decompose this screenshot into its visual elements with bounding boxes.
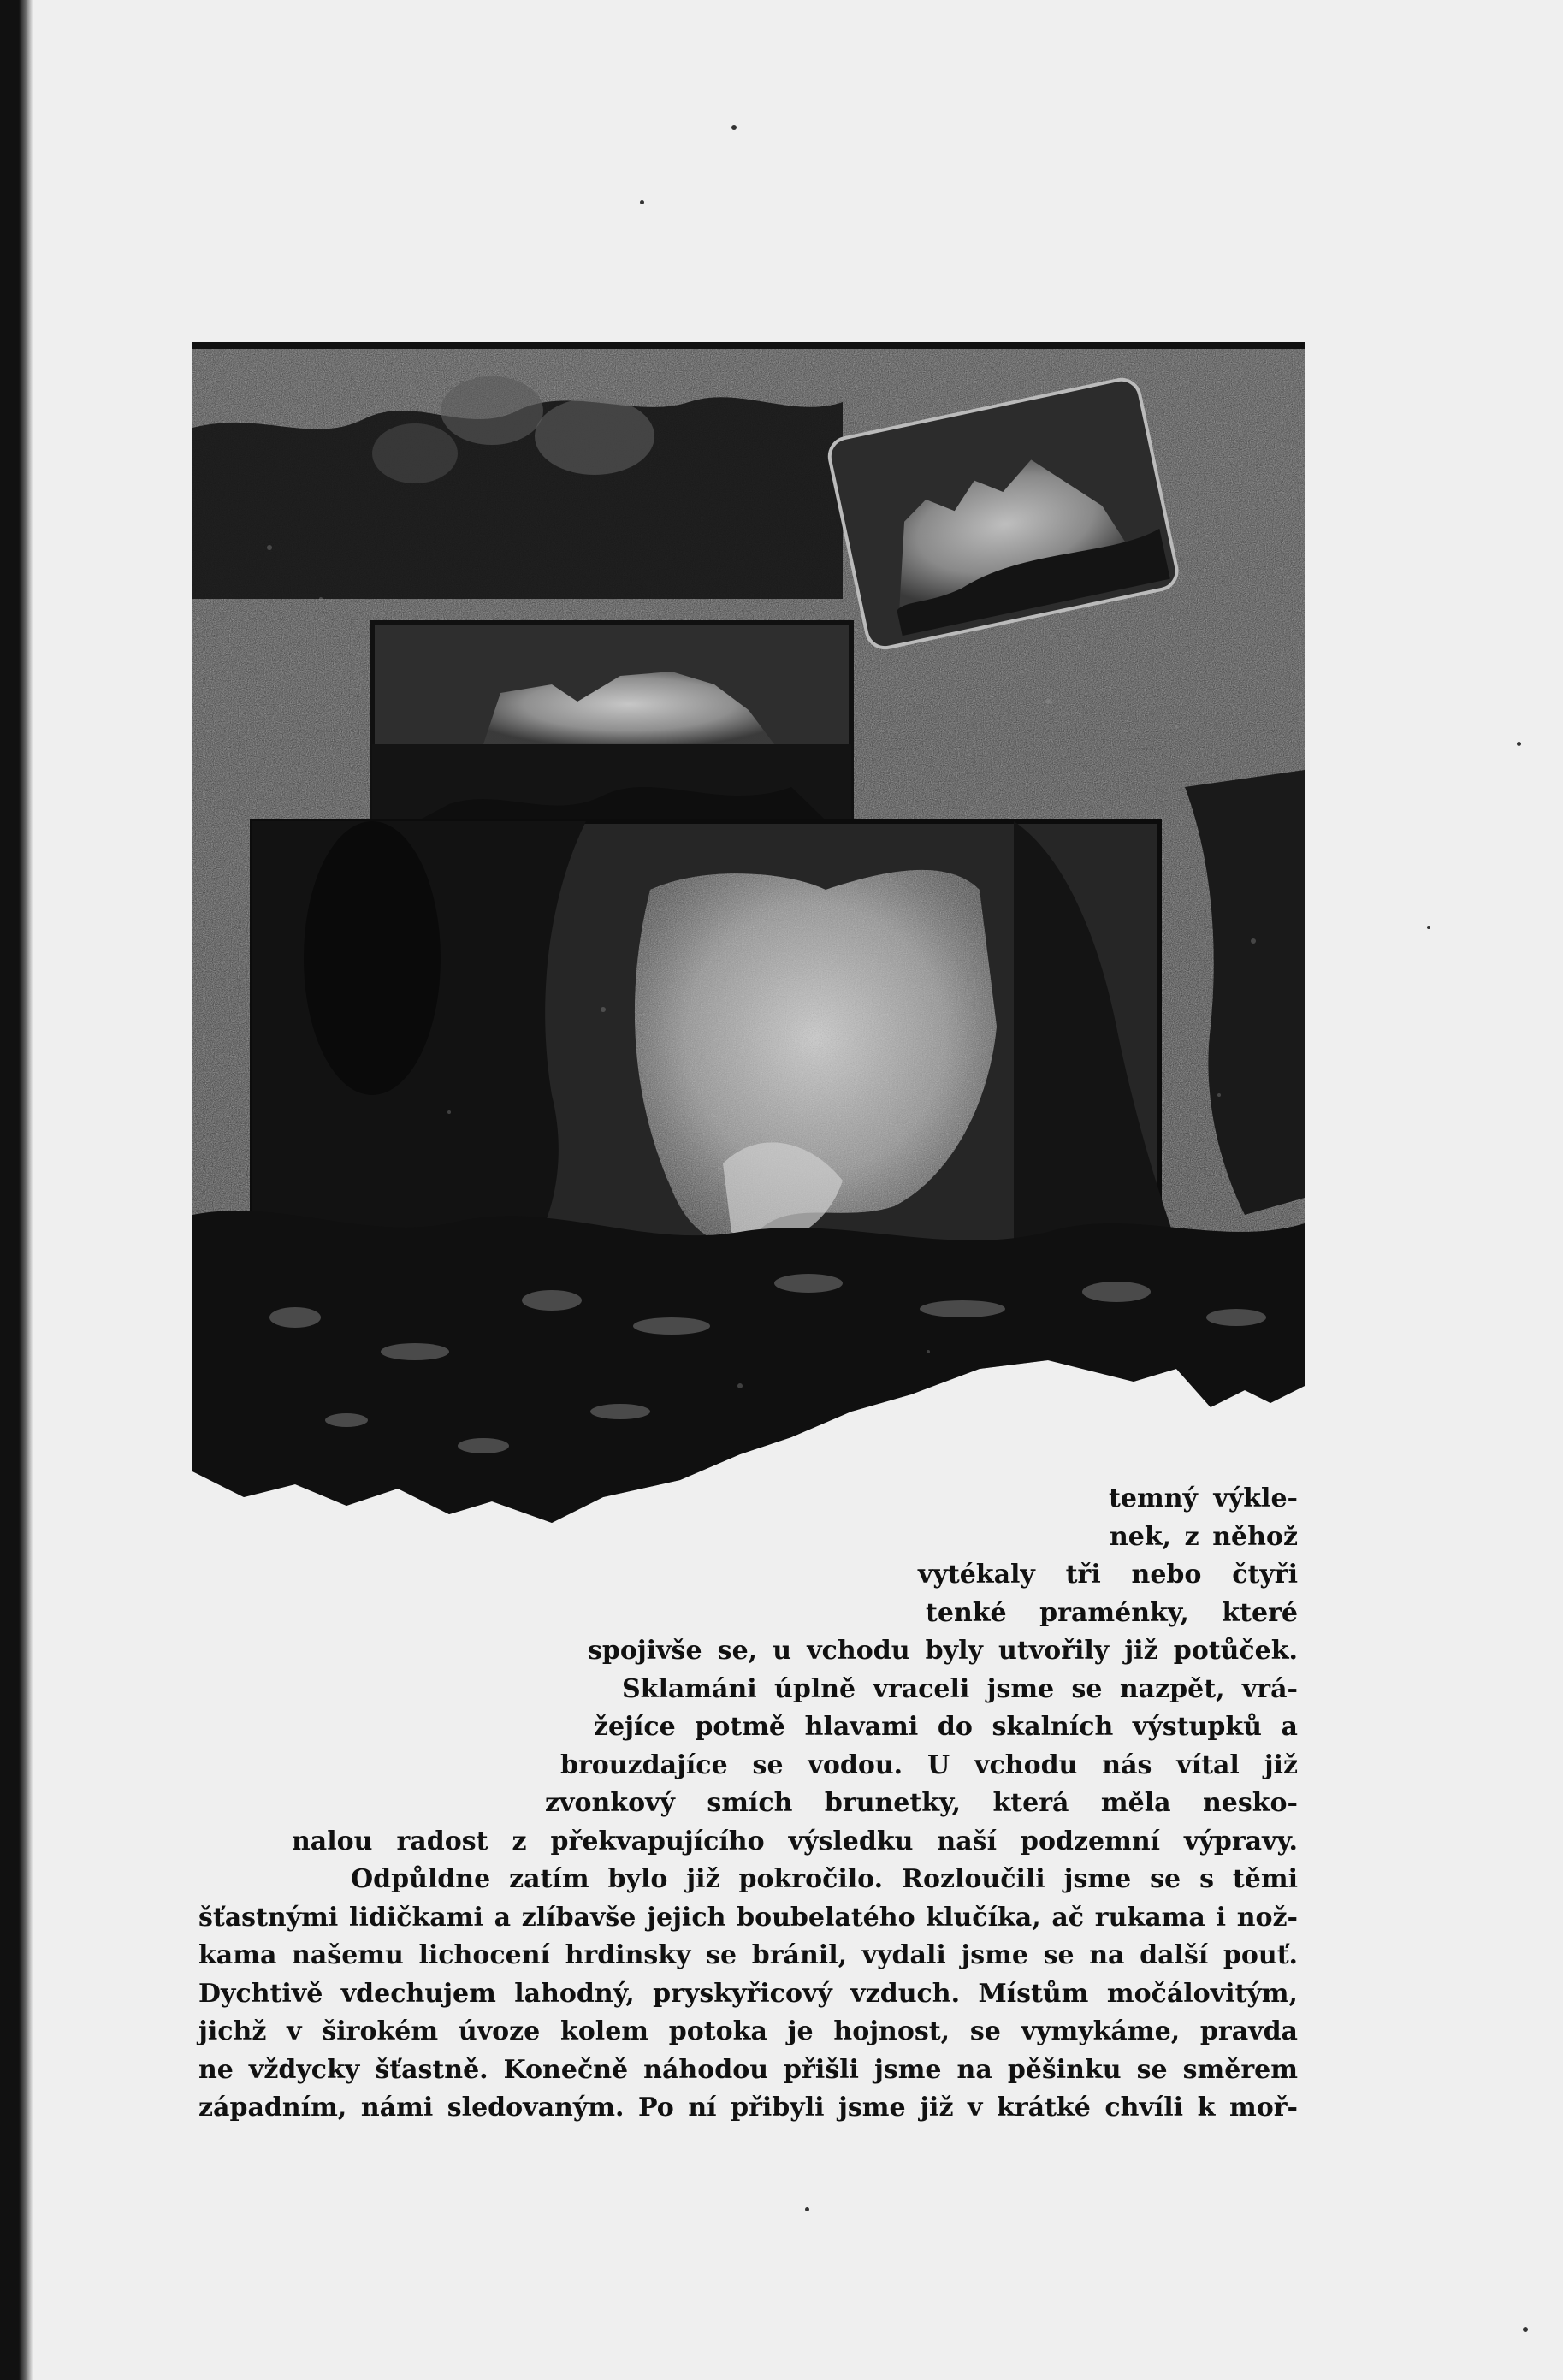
text-line: jichž v širokém úvoze kolem potoka je hojnost, se vymykáme, pravda <box>198 2016 1298 2046</box>
scan-speck <box>805 2207 809 2211</box>
body-text <box>198 1480 1298 2128</box>
scan-speck <box>1427 926 1430 929</box>
text-line: vytékaly tři nebo čtyři <box>918 1560 1298 1590</box>
text-line: zvonkový smích brunetky, která měla nesko- <box>545 1788 1298 1818</box>
rock-formation-illustration <box>192 342 1305 1540</box>
text-line: Sklamáni úplně vraceli jsme se nazpět, vrá- <box>622 1673 1298 1704</box>
text-line: Dychtivě vdechujem lahodný, pryskyřicový vzduch. Místům močálovitým, <box>198 1978 1298 2009</box>
text-line: nek, z něhož <box>1110 1521 1298 1552</box>
text-line: nalou radost z překvapujícího výsledku naší podzemní výpravy. <box>292 1826 1298 1856</box>
text-line: západním, námi sledovaným. Po ní přibyli jsme již v krátké chvíli k moř- <box>198 2093 1298 2122</box>
text-line: temný výkle- <box>1109 1483 1298 1513</box>
text-line: žejíce potmě hlavami do skalních výstupků a <box>594 1712 1298 1742</box>
scan-speck <box>1523 2327 1528 2332</box>
text-line: tenké praménky, které <box>926 1597 1298 1628</box>
scan-speck <box>1517 742 1521 746</box>
page-binding-edge <box>0 0 33 2380</box>
illustration-graphic <box>192 342 1305 1540</box>
text-line: šťastnými lidičkami a zlíbavše jejich boubelatého klučíka, ač rukama i nož- <box>198 1902 1298 1933</box>
text-line: kama našemu lichocení hrdinsky se bránil, vydali jsme se na další pouť. <box>198 1940 1298 1970</box>
text-line: Odpůldne zatím bylo již pokročilo. Rozloučili jsme se s těmi <box>351 1864 1298 1894</box>
text-line: brouzdajíce se vodou. U vchodu nás vítal již <box>560 1749 1298 1780</box>
scan-speck <box>640 200 644 204</box>
scan-speck <box>731 125 737 130</box>
text-line: ne vždycky šťastně. Konečně náhodou přišli jsme na pěšinku se směrem <box>198 2054 1298 2085</box>
text-line: spojivše se, u vchodu byly utvořily již potůček. <box>588 1636 1298 1666</box>
